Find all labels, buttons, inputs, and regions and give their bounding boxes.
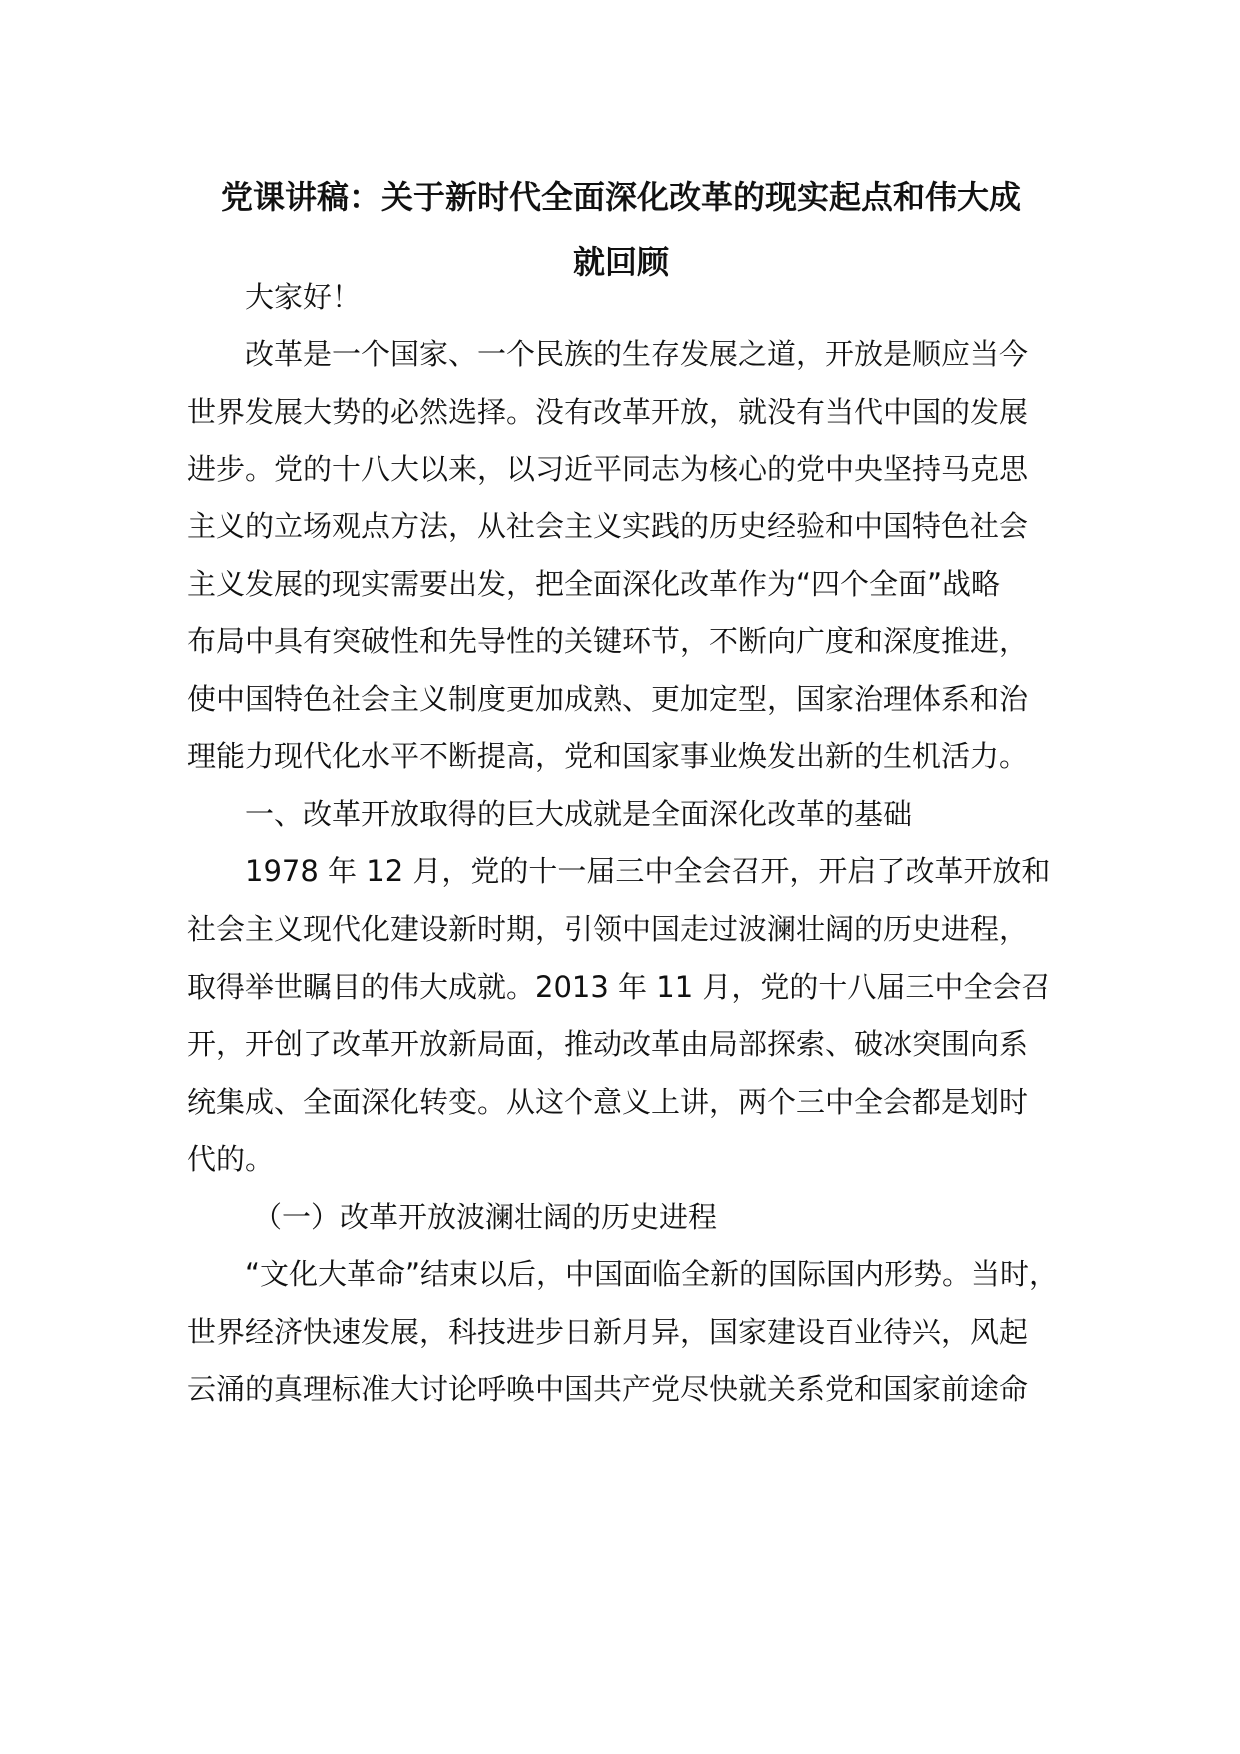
- paragraph-line: 进步。党的十八大以来，以习近平同志为核心的党中央坚持马克思: [187, 452, 1029, 486]
- paragraph-line: 改革是一个国家、一个民族的生存发展之道，开放是顺应当今: [245, 337, 1029, 371]
- paragraph-line: 主义发展的现实需要出发，把全面深化改革作为“四个全面”战略: [187, 567, 1001, 601]
- paragraph-line: 社会主义现代化建设新时期，引领中国走过波澜壮阔的历史进程，: [187, 912, 1029, 946]
- paragraph-line: 取得举世瞩目的伟大成就。2013 年 11 月，党的十八届三中全会召: [187, 970, 1051, 1004]
- paragraph-line: 使中国特色社会主义制度更加成熟、更加定型，国家治理体系和治: [187, 682, 1029, 716]
- greeting: 大家好！: [245, 280, 362, 314]
- document-page: [187, 0, 1059, 1754]
- paragraph-line: 代的。: [187, 1142, 275, 1176]
- paragraph-line: “文化大革命”结束以后，中国面临全新的国际国内形势。当时，: [245, 1257, 1059, 1291]
- document-title-line-2: 就回顾: [572, 243, 669, 281]
- subsection-heading: （一）改革开放波澜壮阔的历史进程: [253, 1200, 718, 1234]
- paragraph-line: 世界经济快速发展，科技进步日新月异，国家建设百业待兴，风起: [187, 1315, 1029, 1349]
- paragraph-line: 开，开创了改革开放新局面，推动改革由局部探索、破冰突围向系: [187, 1027, 1029, 1061]
- paragraph-line: 世界发展大势的必然选择。没有改革开放，就没有当代中国的发展: [187, 395, 1029, 429]
- paragraph-line: 主义的立场观点方法，从社会主义实践的历史经验和中国特色社会: [187, 509, 1029, 543]
- paragraph-line: 1978 年 12 月，党的十一届三中全会召开，开启了改革开放和: [245, 854, 1051, 888]
- paragraph-line: 统集成、全面深化转变。从这个意义上讲，两个三中全会都是划时: [187, 1085, 1029, 1119]
- paragraph-line: 云涌的真理标准大讨论呼唤中国共产党尽快就关系党和国家前途命: [187, 1372, 1029, 1406]
- paragraph-line: 布局中具有突破性和先导性的关键环节，不断向广度和深度推进，: [187, 624, 1029, 658]
- paragraph-line: 理能力现代化水平不断提高，党和国家事业焕发出新的生机活力。: [187, 739, 1029, 773]
- section-heading: 一、改革开放取得的巨大成就是全面深化改革的基础: [245, 797, 913, 831]
- document-title-line-1: 党课讲稿：关于新时代全面深化改革的现实起点和伟大成: [220, 178, 1021, 216]
